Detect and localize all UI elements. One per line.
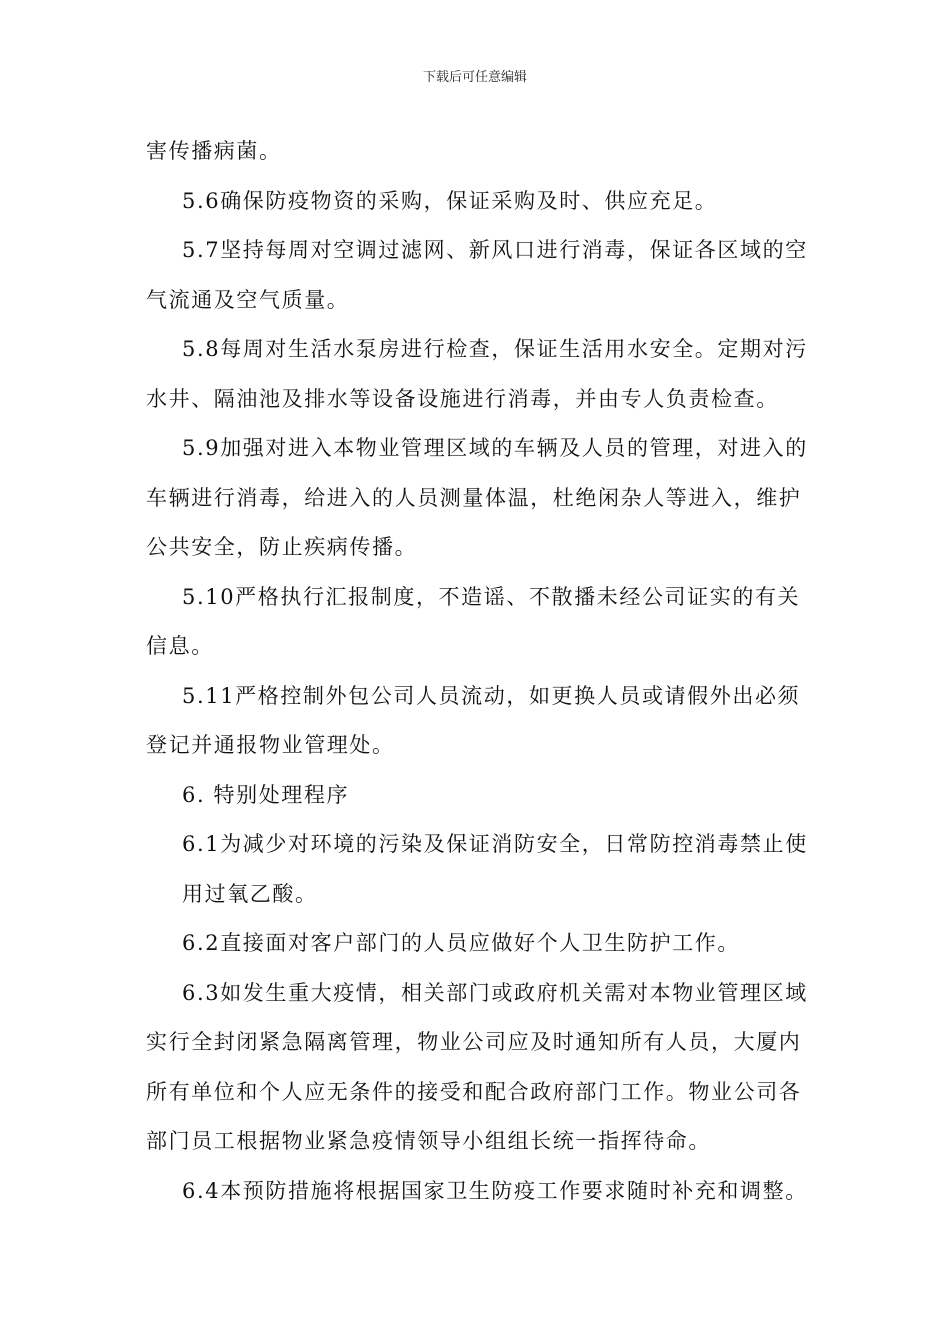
text-line: 用过氧乙酸。 [182, 881, 318, 906]
text-line: 车辆进行消毒，给进入的人员测量体温，杜绝闲杂人等进入，维护 [146, 485, 802, 510]
text-line: 所有单位和个人应无条件的接受和配合政府部门工作。物业公司各 [146, 1079, 802, 1104]
text-line: 水井、隔油池及排水等设备设施进行消毒，并由专人负责检查。 [146, 386, 779, 411]
text-line: 登记并通报物业管理处。 [146, 733, 395, 757]
document-body [146, 127, 808, 1216]
text-line: 5.6确保防疫物资的采购，保证采购及时、供应充足。 [182, 188, 718, 213]
text-line: 信息。 [146, 634, 214, 658]
page-header: 下载后可任意编辑 [422, 70, 527, 85]
text-line: 6.2直接面对客户部门的人员应做好个人卫生防护工作。 [182, 931, 740, 955]
text-line: 实行全封闭紧急隔离管理，物业公司应及时通知所有人员，大厦内 [146, 1030, 802, 1054]
text-line: 5.10严格执行汇报制度，不造谣、不散播未经公司证实的有关 [182, 584, 801, 609]
text-line: 6.1为减少对环境的污染及保证消防安全，日常防控消毒禁止使 [182, 832, 808, 856]
text-line: 6. 特别处理程序 [182, 782, 350, 807]
text-line: 5.8每周对生活水泵房进行检查，保证生活用水安全。定期对污 [182, 337, 808, 361]
text-line: 害传播病菌。 [146, 139, 282, 163]
text-line: 部门员工根据物业紧急疫情领导小组组长统一指挥待命。 [146, 1129, 711, 1153]
text-line: 5.7坚持每周对空调过滤网、新风口进行消毒，保证各区域的空 [182, 238, 808, 262]
text-line: 公共安全，防止疾病传播。 [146, 535, 418, 559]
text-line: 6.4本预防措施将根据国家卫生防疫工作要求随时补充和调整。 [182, 1178, 808, 1203]
text-line: 5.9加强对进入本物业管理区域的车辆及人员的管理，对进入的 [182, 436, 808, 460]
text-line: 6.3如发生重大疫情，相关部门或政府机关需对本物业管理区域 [182, 980, 808, 1005]
text-line: 气流通及空气质量。 [146, 287, 350, 312]
text-line: 5.11严格控制外包公司人员流动，如更换人员或请假外出必须 [182, 683, 801, 708]
